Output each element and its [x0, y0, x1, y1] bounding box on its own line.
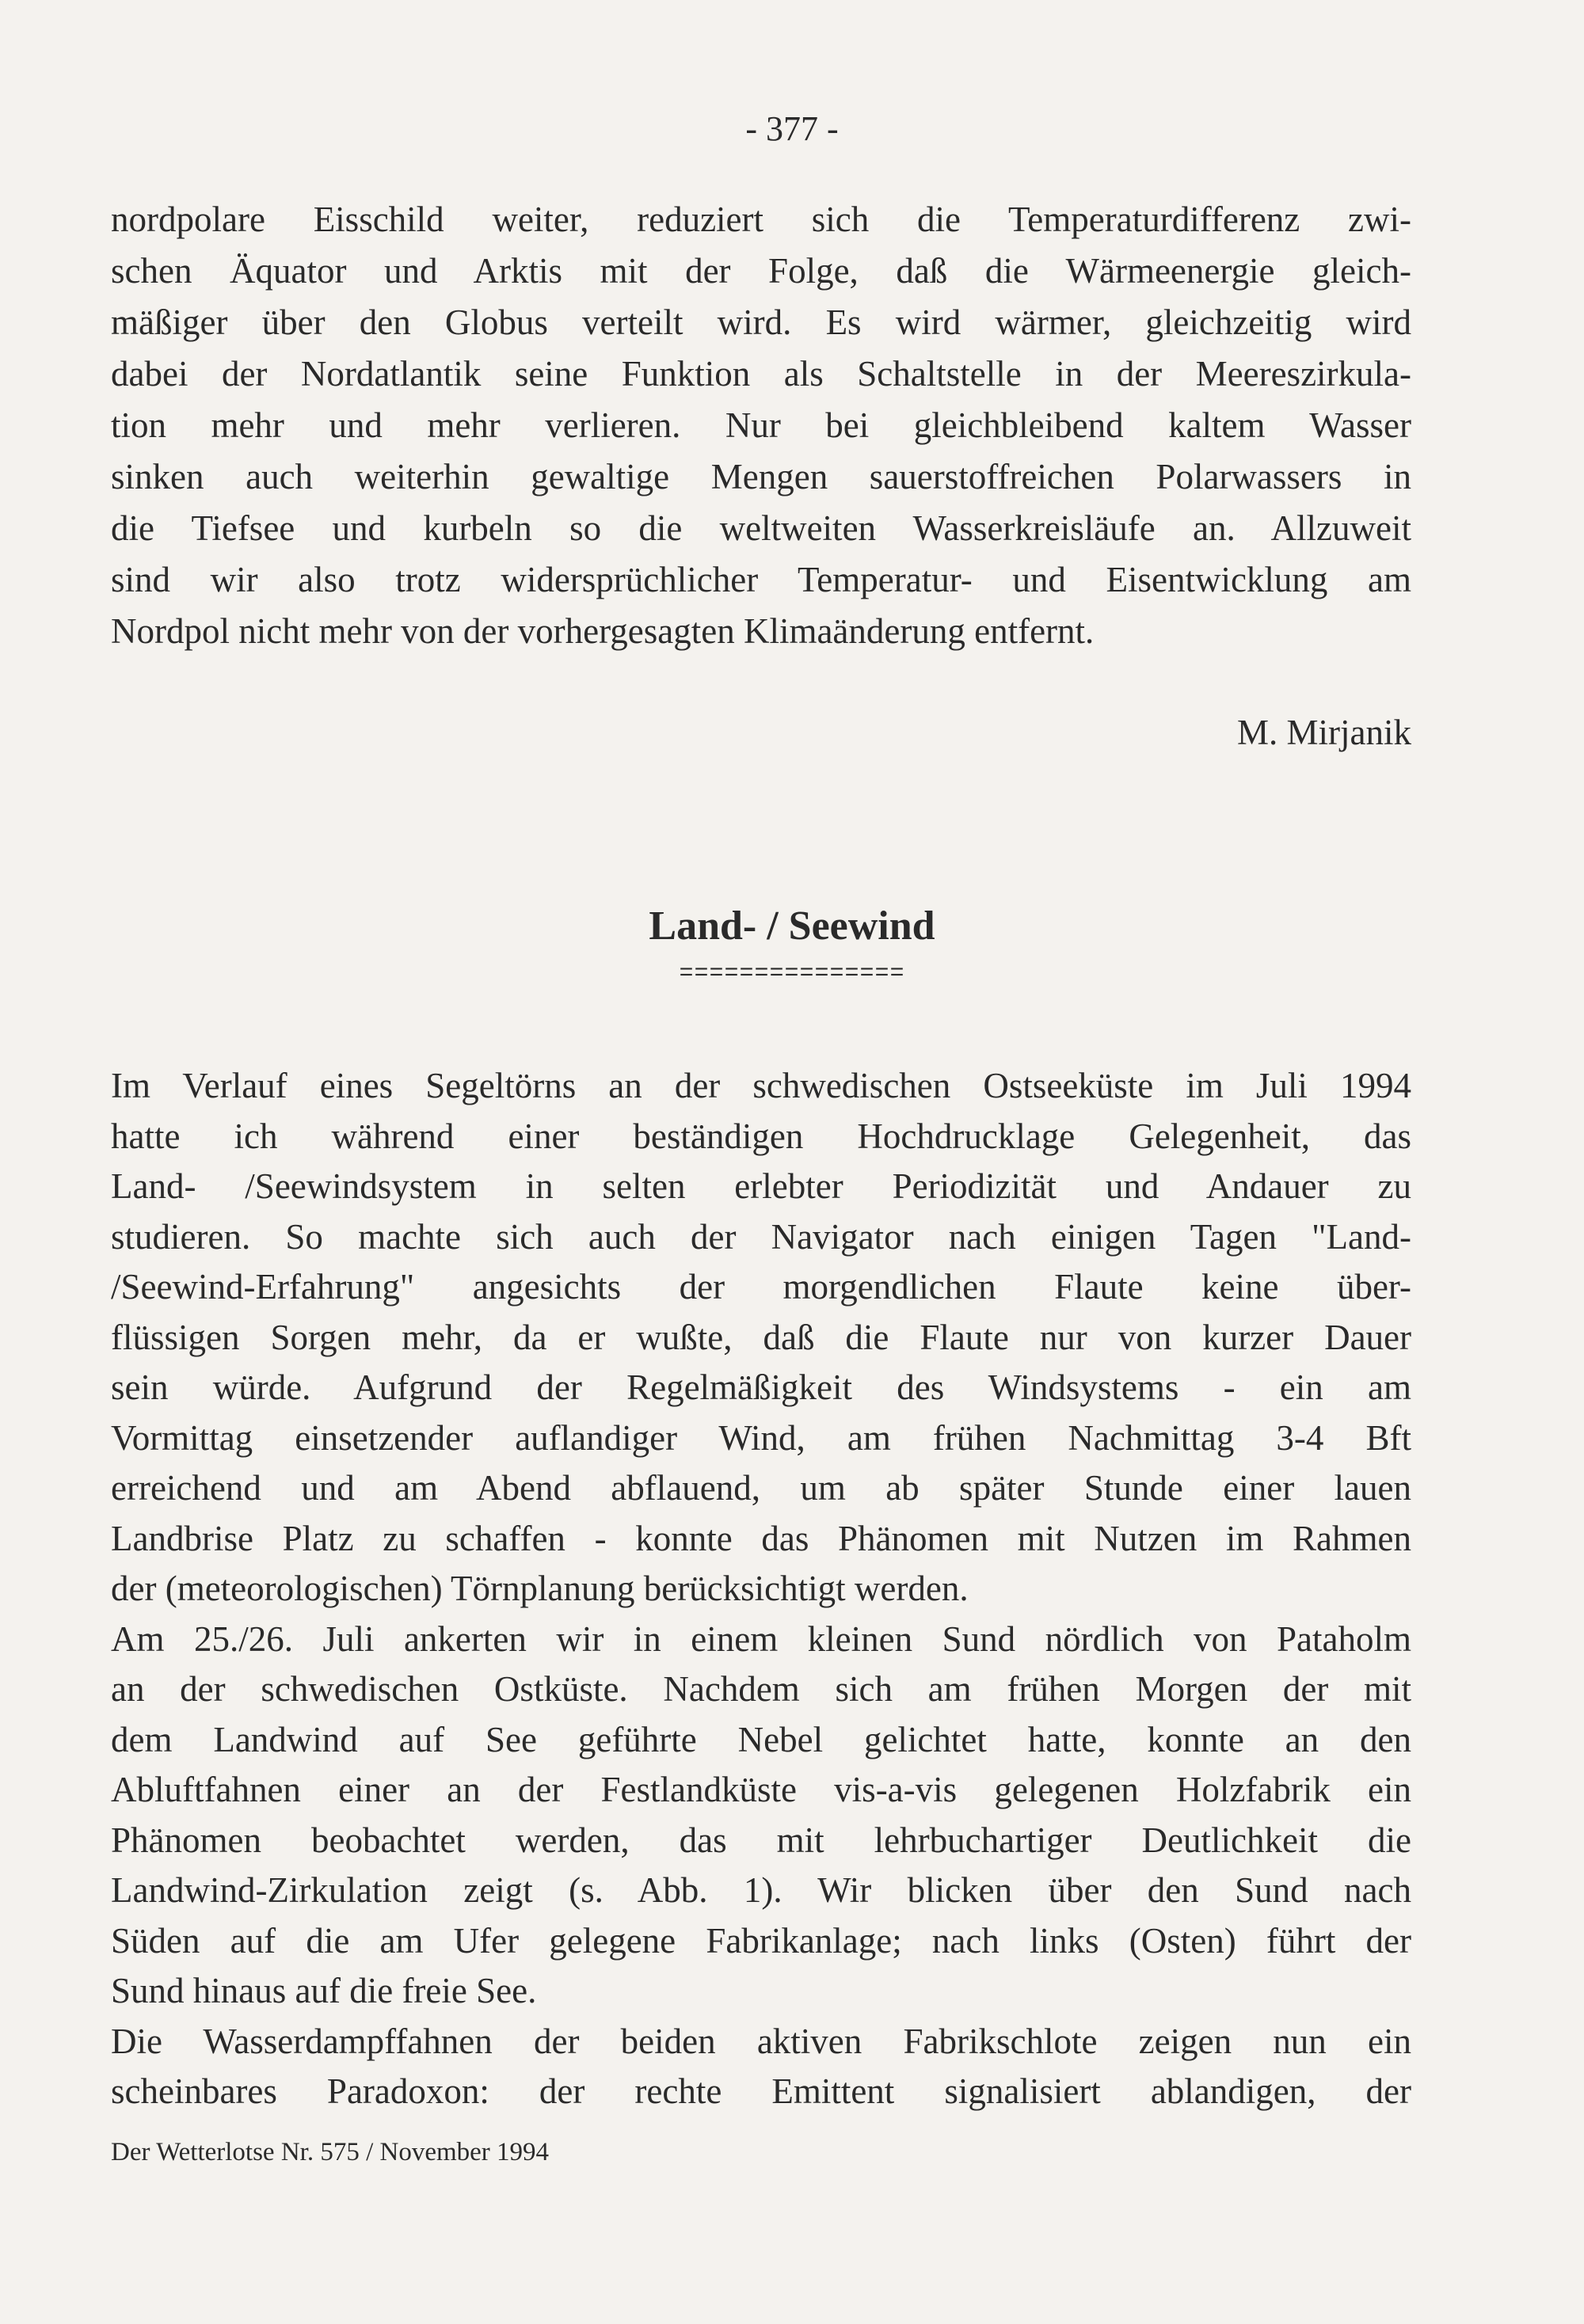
text-line: erreichend und am Abend abflauend, um ab später Stunde einer lauen — [111, 1468, 1411, 1508]
text-line: Land- /Seewindsystem in selten erlebter Periodizität und Andauer zu — [111, 1166, 1411, 1206]
text-line: Sund hinaus auf die freie See. — [111, 1971, 537, 2010]
title-underline: =============== — [679, 960, 905, 987]
text-line: schen Äquator und Arktis mit der Folge, daß die Wärmeenergie gleich- — [111, 251, 1411, 291]
text-line: Landwind-Zirkulation zeigt (s. Abb. 1). Wir blicken über den Sund nach — [111, 1870, 1411, 1910]
text-line: studieren. So machte sich auch der Navigator nach einigen Tagen "Land- — [111, 1216, 1411, 1257]
text-line: mäßiger über den Globus verteilt wird. Es wird wärmer, gleichzeitig wird — [111, 302, 1411, 342]
text-line: scheinbares Paradoxon: der rechte Emittent signalisiert ablandigen, der — [111, 2071, 1411, 2111]
text-line: sind wir also trotz widersprüchlicher Temperatur- und Eisentwicklung am — [111, 560, 1411, 599]
text-line: nordpolare Eisschild weiter, reduziert sich die Temperaturdifferenz zwi- — [111, 200, 1411, 239]
text-line: Vormittag einsetzender auflandiger Wind, am frühen Nachmittag 3-4 Bft — [111, 1417, 1411, 1458]
text-line: der (meteorologischen) Törnplanung berücksichtigt werden. — [111, 1569, 969, 1608]
author-signature: M. Mirjanik — [1237, 713, 1411, 752]
text-line: Landbrise Platz zu schaffen - konnte das Phänomen mit Nutzen im Rahmen — [111, 1518, 1411, 1558]
text-line: dem Landwind auf See geführte Nebel gelichtet hatte, konnte an den — [111, 1719, 1411, 1759]
text-line: die Tiefsee und kurbeln so die weltweiten Wasserkreisläufe an. Allzuweit — [111, 508, 1411, 548]
text-line: an der schwedischen Ostküste. Nachdem sich am frühen Morgen der mit — [111, 1669, 1411, 1709]
text-line: Nordpol nicht mehr von der vorhergesagten Klimaänderung entfernt. — [111, 611, 1095, 651]
article-title: Land- / Seewind — [649, 903, 935, 949]
text-line: hatte ich während einer beständigen Hochdrucklage Gelegenheit, das — [111, 1116, 1411, 1156]
text-line: /Seewind-Erfahrung" angesichts der morgendlichen Flaute keine über- — [111, 1267, 1411, 1307]
paragraph-climate — [111, 194, 1411, 657]
text-line: dabei der Nordatlantik seine Funktion als Schaltstelle in der Meereszirkula- — [111, 354, 1411, 394]
text-line: sinken auch weiterhin gewaltige Mengen sauerstoffreichen Polarwassers in — [111, 457, 1411, 496]
paragraph-seewind — [111, 1061, 1411, 2117]
text-line: flüssigen Sorgen mehr, da er wußte, daß die Flaute nur von kurzer Dauer — [111, 1317, 1411, 1357]
page-number: - 377 - — [745, 109, 839, 148]
text-line: Phänomen beobachtet werden, das mit lehrbuchartiger Deutlichkeit die — [111, 1820, 1411, 1860]
footer-publication: Der Wetterlotse Nr. 575 / November 1994 — [111, 2138, 550, 2166]
text-line: Im Verlauf eines Segeltörns an der schwedischen Ostseeküste im Juli 1994 — [111, 1066, 1411, 1105]
text-line: Süden auf die am Ufer gelegene Fabrikanlage; nach links (Osten) führt der — [111, 1920, 1411, 1961]
text-line: Am 25./26. Juli ankerten wir in einem kleinen Sund nördlich von Pataholm — [111, 1618, 1411, 1659]
text-line: sein würde. Aufgrund der Regelmäßigkeit des Windsystems - ein am — [111, 1367, 1411, 1407]
text-line: Abluftfahnen einer an der Festlandküste vis-a-vis gelegenen Holzfabrik ein — [111, 1770, 1411, 1809]
text-line: Die Wasserdampffahnen der beiden aktiven Fabrikschlote zeigen nun ein — [111, 2021, 1411, 2061]
text-line: tion mehr und mehr verlieren. Nur bei gleichbleibend kaltem Wasser — [111, 405, 1411, 445]
